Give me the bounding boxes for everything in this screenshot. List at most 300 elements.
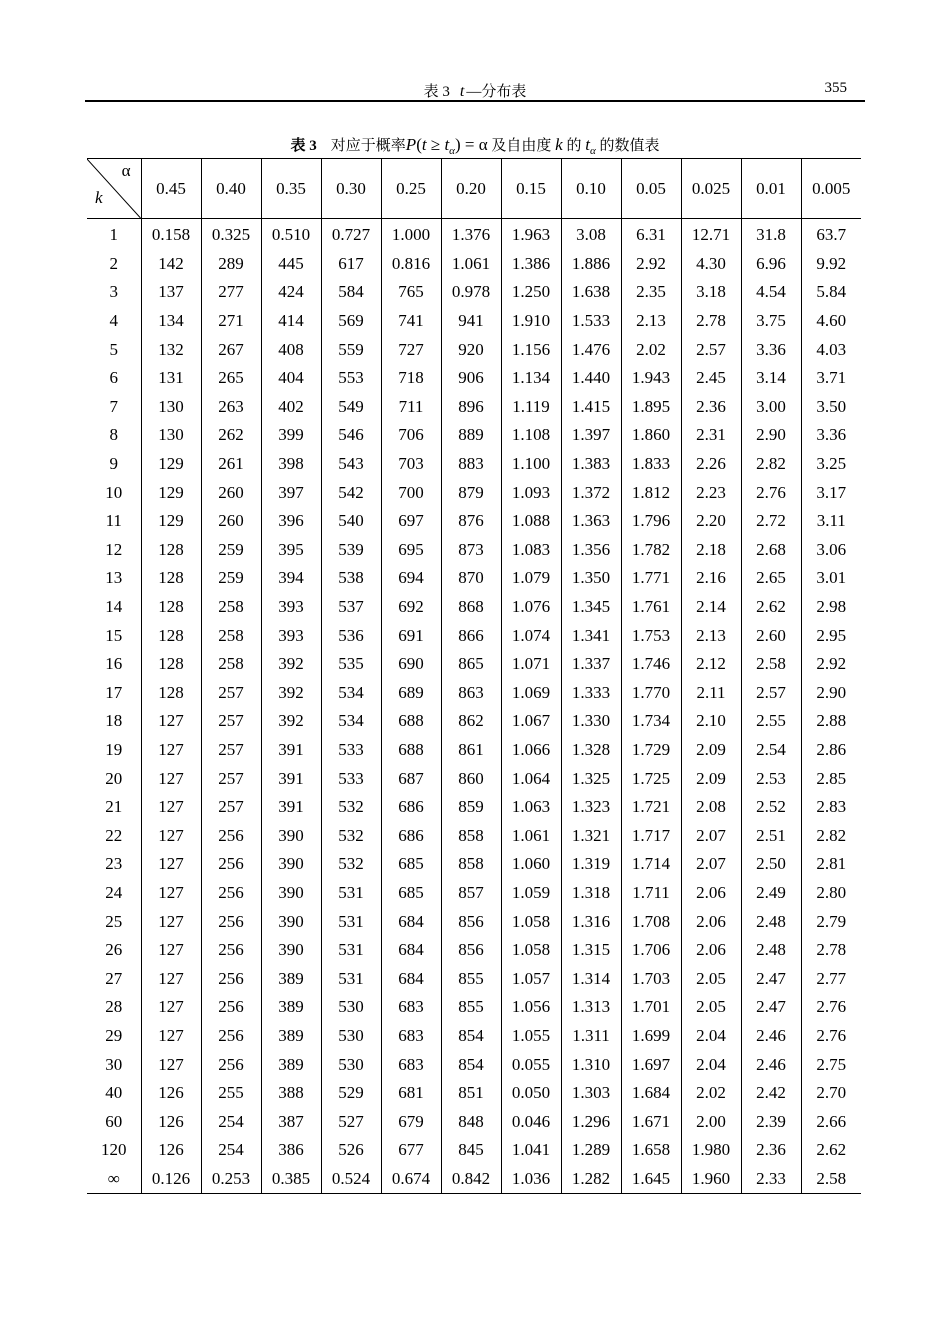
t-value-cell: 5.84 xyxy=(801,278,861,307)
t-value-cell: 397 xyxy=(261,478,321,507)
t-value-cell: 2.65 xyxy=(741,564,801,593)
t-value-cell: 257 xyxy=(201,793,261,822)
t-value-cell: 396 xyxy=(261,507,321,536)
t-value-cell: 1.341 xyxy=(561,621,621,650)
t-value-cell: 1.156 xyxy=(501,335,561,364)
t-value-cell: 537 xyxy=(321,593,381,622)
t-value-cell: 2.11 xyxy=(681,679,741,708)
t-value-cell: 256 xyxy=(201,993,261,1022)
t-value-cell: 857 xyxy=(441,879,501,908)
t-value-cell: 686 xyxy=(381,793,441,822)
t-value-cell: 683 xyxy=(381,1022,441,1051)
table-row xyxy=(87,1022,861,1051)
t-value-cell: 855 xyxy=(441,964,501,993)
running-head-title-rest: —分布表 xyxy=(466,84,527,100)
t-value-cell: 132 xyxy=(141,335,201,364)
t-value-cell: 2.60 xyxy=(741,621,801,650)
header-row xyxy=(87,159,861,219)
table-row xyxy=(87,907,861,936)
t-value-cell: 2.83 xyxy=(801,793,861,822)
t-value-cell: 727 xyxy=(381,335,441,364)
alpha-header: 0.20 xyxy=(441,159,501,219)
k-value-cell: 9 xyxy=(109,454,118,474)
t-value-cell: 126 xyxy=(141,1079,201,1108)
caption-text-before: 对应于概率 xyxy=(330,138,406,154)
t-value-cell: 679 xyxy=(381,1107,441,1136)
k-value-cell: 23 xyxy=(105,854,123,874)
caption-close-eq: ) = xyxy=(454,135,479,154)
t-value-cell: 2.57 xyxy=(681,335,741,364)
t-value-cell: 127 xyxy=(141,1022,201,1051)
table-row xyxy=(87,936,861,965)
t-value-cell: 127 xyxy=(141,936,201,965)
t-value-cell: 131 xyxy=(141,364,201,393)
t-value-cell: 1.533 xyxy=(561,307,621,336)
t-value-cell: 1.684 xyxy=(621,1079,681,1108)
t-value-cell: 1.066 xyxy=(501,736,561,765)
t-value-cell: 1.036 xyxy=(501,1165,561,1194)
t-value-cell: 2.85 xyxy=(801,764,861,793)
k-value-cell: 3 xyxy=(109,282,118,302)
t-value-cell: 569 xyxy=(321,307,381,336)
t-value-cell: 2.06 xyxy=(681,907,741,936)
t-value-cell: 1.314 xyxy=(561,964,621,993)
t-value-cell: 686 xyxy=(381,821,441,850)
t-value-cell: 2.47 xyxy=(741,964,801,993)
t-value-cell: 256 xyxy=(201,850,261,879)
alpha-header: 0.05 xyxy=(621,159,681,219)
t-value-cell: 1.315 xyxy=(561,936,621,965)
k-value-cell: 22 xyxy=(105,825,123,845)
t-value-cell: 1.714 xyxy=(621,850,681,879)
t-value-cell: 3.36 xyxy=(741,335,801,364)
alpha-header: 0.45 xyxy=(141,159,201,219)
t-value-cell: 856 xyxy=(441,907,501,936)
t-value-cell: 3.71 xyxy=(801,364,861,393)
t-value-cell: 896 xyxy=(441,393,501,422)
k-value-cell: 26 xyxy=(105,940,123,960)
caption-k: k xyxy=(555,135,563,154)
t-value-cell: 684 xyxy=(381,964,441,993)
t-value-cell: 694 xyxy=(381,564,441,593)
t-value-cell: 127 xyxy=(141,764,201,793)
alpha-header: 0.40 xyxy=(201,159,261,219)
t-value-cell: 393 xyxy=(261,621,321,650)
k-value-cell: 19 xyxy=(105,739,123,759)
k-value-cell: 29 xyxy=(105,1025,123,1045)
t-value-cell: 1.345 xyxy=(561,593,621,622)
t-value-cell: 2.13 xyxy=(681,621,741,650)
table-row xyxy=(87,219,861,250)
t-value-cell: 848 xyxy=(441,1107,501,1136)
t-value-cell: 718 xyxy=(381,364,441,393)
table-row xyxy=(87,736,861,765)
table-row xyxy=(87,993,861,1022)
t-value-cell: 2.14 xyxy=(681,593,741,622)
t-value-cell: 254 xyxy=(201,1136,261,1165)
t-value-cell: 2.46 xyxy=(741,1022,801,1051)
t-value-cell: 534 xyxy=(321,707,381,736)
t-value-cell: 1.076 xyxy=(501,593,561,622)
t-value-cell: 2.09 xyxy=(681,736,741,765)
t-value-cell: 414 xyxy=(261,307,321,336)
t-value-cell: 2.00 xyxy=(681,1107,741,1136)
t-value-cell: 127 xyxy=(141,821,201,850)
t-value-cell: 445 xyxy=(261,250,321,279)
table-row xyxy=(87,679,861,708)
caption-text-mid2: 的 xyxy=(562,138,586,154)
t-value-cell: 1.318 xyxy=(561,879,621,908)
t-value-cell: 865 xyxy=(441,650,501,679)
t-value-cell: 1.079 xyxy=(501,564,561,593)
table-row xyxy=(87,1107,861,1136)
caption-sub-alpha-2: α xyxy=(589,145,596,157)
t-value-cell: 260 xyxy=(201,507,261,536)
t-value-cell: 257 xyxy=(201,736,261,765)
t-value-cell: 0.978 xyxy=(441,278,501,307)
t-value-cell: 2.79 xyxy=(801,907,861,936)
t-value-cell: 2.39 xyxy=(741,1107,801,1136)
t-value-cell: 127 xyxy=(141,707,201,736)
t-value-cell: 130 xyxy=(141,421,201,450)
t-value-cell: 2.36 xyxy=(741,1136,801,1165)
t-value-cell: 2.04 xyxy=(681,1022,741,1051)
table-row xyxy=(87,335,861,364)
t-value-cell: 126 xyxy=(141,1107,201,1136)
t-value-cell: 2.06 xyxy=(681,879,741,908)
caption-t-alpha: t xyxy=(444,135,450,154)
t-value-cell: 1.071 xyxy=(501,650,561,679)
t-value-cell: 2.76 xyxy=(801,993,861,1022)
t-value-cell: 261 xyxy=(201,450,261,479)
t-value-cell: 2.90 xyxy=(741,421,801,450)
t-value-cell: 533 xyxy=(321,764,381,793)
t-value-cell: 2.76 xyxy=(741,478,801,507)
t-value-cell: 1.645 xyxy=(621,1165,681,1194)
t-value-cell: 255 xyxy=(201,1079,261,1108)
alpha-header: 0.025 xyxy=(681,159,741,219)
t-value-cell: 691 xyxy=(381,621,441,650)
t-value-cell: 0.126 xyxy=(141,1165,201,1194)
table-row xyxy=(87,278,861,307)
t-value-cell: 1.069 xyxy=(501,679,561,708)
t-value-cell: 0.674 xyxy=(381,1165,441,1194)
t-value-cell: 1.711 xyxy=(621,879,681,908)
t-value-cell: 697 xyxy=(381,507,441,536)
t-value-cell: 408 xyxy=(261,335,321,364)
t-value-cell: 685 xyxy=(381,879,441,908)
t-value-cell: 289 xyxy=(201,250,261,279)
t-value-cell: 2.07 xyxy=(681,850,741,879)
t-value-cell: 684 xyxy=(381,907,441,936)
t-value-cell: 3.25 xyxy=(801,450,861,479)
t-value-cell: 858 xyxy=(441,821,501,850)
t-value-cell: 2.72 xyxy=(741,507,801,536)
t-value-cell: 1.108 xyxy=(501,421,561,450)
t-value-cell: 388 xyxy=(261,1079,321,1108)
t-value-cell: 4.60 xyxy=(801,307,861,336)
k-value-cell: 8 xyxy=(109,425,118,445)
t-value-cell: 0.055 xyxy=(501,1050,561,1079)
table-row xyxy=(87,593,861,622)
t-value-cell: 262 xyxy=(201,421,261,450)
t-value-cell: 1.782 xyxy=(621,536,681,565)
t-value-cell: 2.55 xyxy=(741,707,801,736)
t-value-cell: 3.17 xyxy=(801,478,861,507)
t-value-cell: 2.58 xyxy=(741,650,801,679)
t-value-cell: 128 xyxy=(141,593,201,622)
t-value-cell: 1.059 xyxy=(501,879,561,908)
k-value-cell: 11 xyxy=(105,511,122,531)
t-value-cell: 0.385 xyxy=(261,1165,321,1194)
t-value-cell: 2.08 xyxy=(681,793,741,822)
t-value-cell: 1.330 xyxy=(561,707,621,736)
t-value-cell: 128 xyxy=(141,650,201,679)
table-row xyxy=(87,821,861,850)
t-value-cell: 711 xyxy=(381,393,441,422)
t-value-cell: 256 xyxy=(201,879,261,908)
t-value-cell: 1.476 xyxy=(561,335,621,364)
t-value-cell: 2.66 xyxy=(801,1107,861,1136)
k-value-cell: 24 xyxy=(105,882,123,902)
t-value-cell: 1.910 xyxy=(501,307,561,336)
t-value-cell: 1.363 xyxy=(561,507,621,536)
t-value-cell: 2.36 xyxy=(681,393,741,422)
t-value-cell: 127 xyxy=(141,879,201,908)
t-value-cell: 3.14 xyxy=(741,364,801,393)
t-value-cell: 2.51 xyxy=(741,821,801,850)
t-value-cell: 1.699 xyxy=(621,1022,681,1051)
t-value-cell: 256 xyxy=(201,1022,261,1051)
caption-label: 表 3 xyxy=(290,138,317,154)
t-value-cell: 127 xyxy=(141,964,201,993)
t-value-cell: 530 xyxy=(321,1050,381,1079)
t-value-cell: 0.816 xyxy=(381,250,441,279)
t-value-cell: 258 xyxy=(201,650,261,679)
t-value-cell: 538 xyxy=(321,564,381,593)
t-value-cell: 859 xyxy=(441,793,501,822)
t-value-cell: 1.860 xyxy=(621,421,681,450)
t-value-cell: 532 xyxy=(321,850,381,879)
t-value-cell: 2.62 xyxy=(801,1136,861,1165)
t-value-cell: 1.886 xyxy=(561,250,621,279)
t-value-cell: 1.386 xyxy=(501,250,561,279)
t-value-cell: 542 xyxy=(321,478,381,507)
t-value-cell: 267 xyxy=(201,335,261,364)
caption-open-paren: ( xyxy=(416,135,422,154)
t-value-cell: 277 xyxy=(201,278,261,307)
t-value-cell: 257 xyxy=(201,707,261,736)
t-value-cell: 941 xyxy=(441,307,501,336)
corner-alpha-label: α xyxy=(121,161,131,180)
table-row xyxy=(87,536,861,565)
t-value-cell: 677 xyxy=(381,1136,441,1165)
t-value-cell: 386 xyxy=(261,1136,321,1165)
table-row xyxy=(87,421,861,450)
t-value-cell: 1.771 xyxy=(621,564,681,593)
t-value-cell: 128 xyxy=(141,536,201,565)
k-value-cell: 28 xyxy=(105,997,123,1017)
k-value-cell: 25 xyxy=(105,911,123,931)
t-value-cell: 546 xyxy=(321,421,381,450)
t-value-cell: 263 xyxy=(201,393,261,422)
t-value-cell: 860 xyxy=(441,764,501,793)
t-value-cell: 390 xyxy=(261,907,321,936)
t-value-cell: 534 xyxy=(321,679,381,708)
t-value-cell: 1.313 xyxy=(561,993,621,1022)
k-value-cell: 27 xyxy=(105,968,123,988)
k-value-cell: 15 xyxy=(105,625,123,645)
t-value-cell: 845 xyxy=(441,1136,501,1165)
t-value-cell: 392 xyxy=(261,679,321,708)
t-value-cell: 134 xyxy=(141,307,201,336)
t-value-cell: 1.440 xyxy=(561,364,621,393)
t-value-cell: 2.86 xyxy=(801,736,861,765)
t-value-cell: 2.82 xyxy=(801,821,861,850)
k-value-cell: 14 xyxy=(105,597,123,617)
t-value-cell: 1.376 xyxy=(441,219,501,250)
table-row xyxy=(87,964,861,993)
k-value-cell: 21 xyxy=(105,797,123,817)
t-value-cell: 2.02 xyxy=(621,335,681,364)
k-value-cell: 17 xyxy=(105,682,123,702)
t-value-cell: 851 xyxy=(441,1079,501,1108)
running-head-t-symbol: t xyxy=(459,83,465,100)
t-value-cell: 906 xyxy=(441,364,501,393)
t-value-cell: 687 xyxy=(381,764,441,793)
caption-P: P xyxy=(405,135,417,154)
t-value-cell: 2.16 xyxy=(681,564,741,593)
t-value-cell: 3.01 xyxy=(801,564,861,593)
t-value-cell: 3.06 xyxy=(801,536,861,565)
t-value-cell: 539 xyxy=(321,536,381,565)
t-value-cell: 2.75 xyxy=(801,1050,861,1079)
t-value-cell: 688 xyxy=(381,736,441,765)
t-value-cell: 1.415 xyxy=(561,393,621,422)
caption-t: t xyxy=(421,135,427,154)
t-value-cell: 543 xyxy=(321,450,381,479)
t-value-cell: 531 xyxy=(321,964,381,993)
t-value-cell: 2.82 xyxy=(741,450,801,479)
t-value-cell: 2.05 xyxy=(681,964,741,993)
t-value-cell: 389 xyxy=(261,1050,321,1079)
t-value-cell: 2.76 xyxy=(801,1022,861,1051)
t-value-cell: 1.074 xyxy=(501,621,561,650)
t-value-cell: 683 xyxy=(381,993,441,1022)
corner-k-label: k xyxy=(95,188,103,207)
t-value-cell: 1.717 xyxy=(621,821,681,850)
t-value-cell: 1.761 xyxy=(621,593,681,622)
t-value-cell: 6.31 xyxy=(621,219,681,250)
t-value-cell: 1.323 xyxy=(561,793,621,822)
t-value-cell: 1.812 xyxy=(621,478,681,507)
t-value-cell: 2.47 xyxy=(741,993,801,1022)
t-value-cell: 684 xyxy=(381,936,441,965)
t-value-cell: 861 xyxy=(441,736,501,765)
t-value-cell: 1.088 xyxy=(501,507,561,536)
t-value-cell: 2.98 xyxy=(801,593,861,622)
t-value-cell: 6.96 xyxy=(741,250,801,279)
table-row xyxy=(87,307,861,336)
t-value-cell: 1.337 xyxy=(561,650,621,679)
t-value-cell: 404 xyxy=(261,364,321,393)
t-value-cell: 3.18 xyxy=(681,278,741,307)
t-value-cell: 1.067 xyxy=(501,707,561,736)
caption-alpha: α xyxy=(478,135,488,154)
t-value-cell: 1.963 xyxy=(501,219,561,250)
t-value-cell: 129 xyxy=(141,478,201,507)
t-value-cell: 863 xyxy=(441,679,501,708)
k-value-cell: 20 xyxy=(105,768,123,788)
t-value-cell: 741 xyxy=(381,307,441,336)
t-value-cell: 690 xyxy=(381,650,441,679)
t-value-cell: 4.30 xyxy=(681,250,741,279)
t-value-cell: 1.064 xyxy=(501,764,561,793)
t-value-cell: 1.319 xyxy=(561,850,621,879)
k-value-cell: 5 xyxy=(109,339,118,359)
table-row xyxy=(87,1050,861,1079)
t-value-cell: 2.78 xyxy=(681,307,741,336)
t-value-cell: 256 xyxy=(201,821,261,850)
t-value-cell: 2.80 xyxy=(801,879,861,908)
t-value-cell: 1.310 xyxy=(561,1050,621,1079)
t-value-cell: 2.10 xyxy=(681,707,741,736)
table-row xyxy=(87,450,861,479)
t-value-cell: 2.20 xyxy=(681,507,741,536)
t-value-cell: 1.770 xyxy=(621,679,681,708)
t-value-cell: 1.325 xyxy=(561,764,621,793)
t-value-cell: 393 xyxy=(261,593,321,622)
k-value-cell: 13 xyxy=(105,568,123,588)
t-value-cell: 256 xyxy=(201,964,261,993)
t-value-cell: 0.524 xyxy=(321,1165,381,1194)
t-value-cell: 866 xyxy=(441,621,501,650)
caption-sub-alpha: α xyxy=(449,145,455,157)
t-value-cell: 2.07 xyxy=(681,821,741,850)
t-value-cell: 259 xyxy=(201,536,261,565)
table-row xyxy=(87,764,861,793)
t-value-cell: 531 xyxy=(321,936,381,965)
t-value-cell: 1.703 xyxy=(621,964,681,993)
running-head xyxy=(85,78,865,102)
t-value-cell: 127 xyxy=(141,907,201,936)
t-value-cell: 4.54 xyxy=(741,278,801,307)
t-value-cell: 1.061 xyxy=(501,821,561,850)
t-value-cell: 868 xyxy=(441,593,501,622)
t-value-cell: 695 xyxy=(381,536,441,565)
t-value-cell: 2.58 xyxy=(801,1165,861,1194)
t-value-cell: 256 xyxy=(201,936,261,965)
t-value-cell: 390 xyxy=(261,879,321,908)
t-value-cell: 142 xyxy=(141,250,201,279)
k-value-cell: 1 xyxy=(109,225,118,245)
t-value-cell: 129 xyxy=(141,507,201,536)
t-value-cell: 2.09 xyxy=(681,764,741,793)
t-value-cell: 389 xyxy=(261,1022,321,1051)
t-value-cell: 2.35 xyxy=(621,278,681,307)
table-row xyxy=(87,478,861,507)
t-value-cell: 540 xyxy=(321,507,381,536)
t-value-cell: 137 xyxy=(141,278,201,307)
k-value-cell: 16 xyxy=(105,654,123,674)
t-value-cell: 2.92 xyxy=(801,650,861,679)
t-value-cell: 271 xyxy=(201,307,261,336)
t-value-cell: 584 xyxy=(321,278,381,307)
t-value-cell: 2.81 xyxy=(801,850,861,879)
t-value-cell: 394 xyxy=(261,564,321,593)
t-value-cell: 700 xyxy=(381,478,441,507)
t-value-cell: 1.356 xyxy=(561,536,621,565)
